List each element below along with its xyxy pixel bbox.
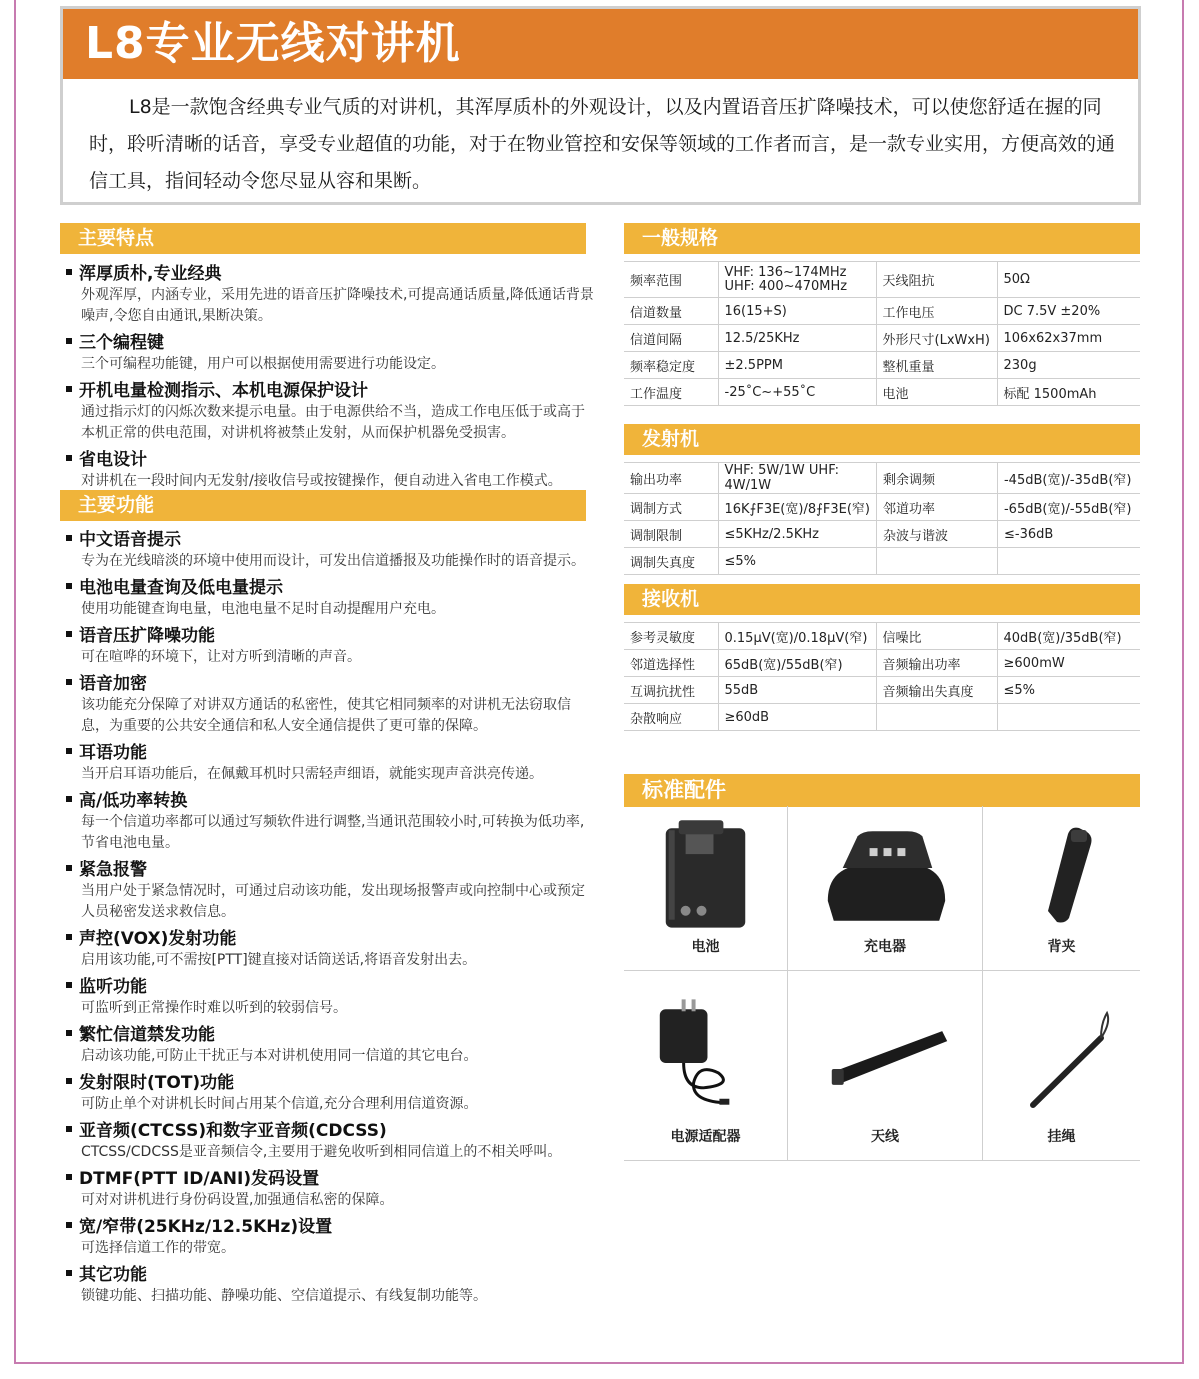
spec-value: ±2.5PPM	[718, 352, 876, 379]
charger-image	[788, 806, 982, 936]
spec-label: 参考灵敏度	[624, 623, 718, 650]
belt-clip-image	[983, 806, 1140, 936]
table-row	[624, 325, 1140, 352]
spec-label: 天线阻抗	[876, 262, 997, 298]
list-item	[66, 332, 596, 375]
spec-value: -65dB(宽)/-55dB(窄)	[997, 494, 1140, 521]
list-item	[66, 976, 596, 1019]
accessory-label: 电源适配器	[670, 1129, 741, 1145]
power-adapter-image	[624, 993, 787, 1123]
spec-value: 106x62x37mm	[997, 325, 1140, 352]
item-title: 声控(VOX)发射功能	[66, 928, 596, 950]
lanyard-image	[983, 993, 1140, 1123]
spec-value: 16K⨍F3E(宽)/8⨍F3E(窄)	[718, 494, 876, 521]
list-item	[66, 673, 596, 737]
item-title: 亚音频(CTCSS)和数字亚音频(CDCSS)	[66, 1120, 596, 1142]
spec-label: 杂波与谐波	[876, 521, 997, 548]
spec-value: -25˚C~+55˚C	[718, 379, 876, 406]
item-description: 每一个信道功率都可以通过写频软件进行调整,当通讯范围较小时,可转换为低功率,节省电池电量。	[81, 814, 585, 851]
spec-value: 0.15μV(宽)/0.18μV(窄)	[718, 623, 876, 650]
spec-label: 音频输出功率	[876, 650, 997, 677]
accessory-label: 背夹	[1047, 939, 1076, 955]
spec-label: 邻道选择性	[624, 650, 718, 677]
hero-description: L8是一款饱含经典专业气质的对讲机，其浑厚质朴的外观设计，以及内置语音压扩降噪技术，可以使您舒适在握的同时，聆听清晰的话音，享受专业超值的功能，对于在物业管控和安保等领域的工作者而言，是一款专业实用，方便高效的通信工具，指间轻动令您尽显从容和果断。	[89, 96, 1116, 192]
spec-label: 调制失真度	[624, 548, 718, 575]
spec-label: 剩余调频	[876, 463, 997, 494]
spec-label	[876, 548, 997, 575]
table-row	[624, 650, 1140, 677]
item-description: 外观浑厚，内涵专业，采用先进的语音压扩降噪技术,可提高通话质量,降低通话背景噪声,令您自由通讯,果断决策。	[81, 287, 594, 324]
item-title: 电池电量查询及低电量提示	[66, 577, 596, 599]
item-title: 紧急报警	[66, 859, 596, 881]
accessory-charger	[788, 806, 983, 971]
features-heading: 主要特点	[60, 223, 586, 254]
list-item	[66, 790, 596, 854]
spec-label: 调制限制	[624, 521, 718, 548]
spec-label: 互调抗扰性	[624, 677, 718, 704]
accessory-label: 电池	[691, 939, 720, 955]
table-row	[624, 379, 1140, 406]
item-description: 可对对讲机进行身份码设置,加强通信私密的保障。	[81, 1192, 394, 1208]
functions-heading: 主要功能	[60, 490, 586, 521]
page-title: L8专业无线对讲机	[85, 18, 461, 69]
table-row	[624, 548, 1140, 575]
battery-image	[624, 806, 787, 936]
table-row	[624, 677, 1140, 704]
list-item	[66, 380, 596, 444]
spec-value: ≤5%	[997, 677, 1140, 704]
table-row	[624, 298, 1140, 325]
spec-value: ≥60dB	[718, 704, 876, 731]
transmitter-heading: 发射机	[624, 424, 1140, 455]
item-title: 高/低功率转换	[66, 790, 596, 812]
spec-label: 整机重量	[876, 352, 997, 379]
spec-label: 杂散响应	[624, 704, 718, 731]
spec-label: 工作电压	[876, 298, 997, 325]
item-description: 可防止单个对讲机长时间占用某个信道,充分合理利用信道资源。	[81, 1096, 478, 1112]
spec-label: 信噪比	[876, 623, 997, 650]
spec-value: DC 7.5V ±20%	[997, 298, 1140, 325]
features-list	[66, 263, 596, 497]
spec-label: 工作温度	[624, 379, 718, 406]
list-item	[66, 1168, 596, 1211]
spec-value: VHF: 5W/1W UHF: 4W/1W	[718, 463, 876, 494]
accessory-belt-clip	[983, 806, 1140, 971]
item-description: 可在喧哗的环境下，让对方听到清晰的声音。	[81, 649, 361, 665]
accessory-label: 挂绳	[1047, 1129, 1076, 1145]
item-description: 当用户处于紧急情况时，可通过启动该功能，发出现场报警声或向控制中心或预定人员秘密发送求救信息。	[81, 883, 585, 920]
item-title: 发射限时(TOT)功能	[66, 1072, 596, 1094]
item-title: 三个编程键	[66, 332, 596, 354]
item-description: 启动该功能,可防止干扰正与本对讲机使用同一信道的其它电台。	[81, 1048, 478, 1064]
item-description: 使用功能键查询电量，电池电量不足时自动提醒用户充电。	[81, 601, 445, 617]
spec-value: ≤5%	[718, 548, 876, 575]
item-title: 繁忙信道禁发功能	[66, 1024, 596, 1046]
spec-value: 16(15+S)	[718, 298, 876, 325]
antenna-image	[788, 993, 982, 1123]
accessory-antenna	[788, 971, 983, 1161]
spec-value: 12.5/25KHz	[718, 325, 876, 352]
table-row	[624, 262, 1140, 298]
table-row	[624, 521, 1140, 548]
item-title: 语音压扩降噪功能	[66, 625, 596, 647]
item-description: CTCSS/CDCSS是亚音频信令,主要用于避免收听到相同信道上的不相关呼叫。	[81, 1144, 562, 1160]
spec-value: VHF: 136~174MHz UHF: 400~470MHz	[718, 262, 876, 298]
spec-label	[876, 704, 997, 731]
item-description: 锁键功能、扫描功能、静噪功能、空信道提示、有线复制功能等。	[81, 1288, 487, 1304]
accessory-battery	[624, 806, 788, 971]
spec-label: 频率范围	[624, 262, 718, 298]
item-description: 可监听到正常操作时难以听到的较弱信号。	[81, 1000, 347, 1016]
list-item	[66, 742, 596, 785]
transmitter-table	[624, 462, 1140, 575]
spec-value: ≤-36dB	[997, 521, 1140, 548]
spec-value: ≤5KHz/2.5KHz	[718, 521, 876, 548]
item-description: 对讲机在一段时间内无发射/接收信号或按键操作，便自动进入省电工作模式。	[81, 473, 562, 489]
spec-value: ≥600mW	[997, 650, 1140, 677]
spec-value: 230g	[997, 352, 1140, 379]
spec-label: 调制方式	[624, 494, 718, 521]
hero-title-bar	[63, 9, 1138, 79]
accessory-label: 充电器	[864, 939, 906, 955]
accessory-lanyard	[983, 971, 1140, 1161]
spec-label: 邻道功率	[876, 494, 997, 521]
item-title: DTMF(PTT ID/ANI)发码设置	[66, 1168, 596, 1190]
table-row	[624, 463, 1140, 494]
list-item	[66, 625, 596, 668]
item-description: 启用该功能,可不需按[PTT]键直接对话筒送话,将语音发射出去。	[81, 952, 477, 968]
item-title: 浑厚质朴,专业经典	[66, 263, 596, 285]
item-description: 该功能充分保障了对讲双方通话的私密性，使其它相同频率的对讲机无法窃取信息，为重要的公共安全通信和私人安全通信提供了更可靠的保障。	[81, 697, 571, 734]
item-description: 专为在光线暗淡的环境中使用而设计，可发出信道播报及功能操作时的语音提示。	[81, 553, 585, 569]
hero-box	[60, 6, 1141, 205]
spec-value: 65dB(宽)/55dB(窄)	[718, 650, 876, 677]
spec-value: -45dB(宽)/-35dB(窄)	[997, 463, 1140, 494]
item-title: 中文语音提示	[66, 529, 596, 551]
spec-value	[997, 704, 1140, 731]
list-item	[66, 1120, 596, 1163]
list-item	[66, 1024, 596, 1067]
item-title: 省电设计	[66, 449, 596, 471]
list-item	[66, 529, 596, 572]
item-title: 语音加密	[66, 673, 596, 695]
list-item	[66, 1072, 596, 1115]
item-title: 开机电量检测指示、本机电源保护设计	[66, 380, 596, 402]
general-spec-heading: 一般规格	[624, 223, 1140, 254]
list-item	[66, 449, 596, 492]
spec-value: 标配 1500mAh	[997, 379, 1140, 406]
accessories-heading: 标准配件	[624, 774, 1140, 807]
list-item	[66, 928, 596, 971]
spec-value: 40dB(宽)/35dB(窄)	[997, 623, 1140, 650]
accessory-label: 天线	[871, 1129, 899, 1145]
spec-label: 电池	[876, 379, 997, 406]
table-row	[624, 352, 1140, 379]
functions-list	[66, 529, 596, 1312]
item-title: 监听功能	[66, 976, 596, 998]
list-item	[66, 859, 596, 923]
item-description: 当开启耳语功能后，在佩戴耳机时只需轻声细语，就能实现声音洪亮传递。	[81, 766, 543, 782]
item-description: 三个可编程功能键，用户可以根据使用需要进行功能设定。	[81, 356, 445, 372]
spec-label: 外形尺寸(LxWxH)	[876, 325, 997, 352]
spec-value: 55dB	[718, 677, 876, 704]
spec-label: 频率稳定度	[624, 352, 718, 379]
general-spec-table	[624, 261, 1140, 406]
item-title: 耳语功能	[66, 742, 596, 764]
spec-label: 信道间隔	[624, 325, 718, 352]
table-row	[624, 704, 1140, 731]
spec-label: 信道数量	[624, 298, 718, 325]
spec-label: 输出功率	[624, 463, 718, 494]
spec-value: 50Ω	[997, 262, 1140, 298]
spec-label: 音频输出失真度	[876, 677, 997, 704]
item-description: 可选择信道工作的带宽。	[81, 1240, 235, 1256]
table-row	[624, 623, 1140, 650]
accessories-grid	[624, 806, 1140, 1161]
receiver-heading: 接收机	[624, 584, 1140, 615]
list-item	[66, 263, 596, 327]
accessory-power-adapter	[624, 971, 788, 1161]
item-title: 宽/窄带(25KHz/12.5KHz)设置	[66, 1216, 596, 1238]
spec-value	[997, 548, 1140, 575]
list-item	[66, 577, 596, 620]
list-item	[66, 1216, 596, 1259]
item-description: 通过指示灯的闪烁次数来提示电量。由于电源供给不当，造成工作电压低于或高于本机正常的供电范围，对讲机将被禁止发射，从而保护机器免受损害。	[81, 404, 585, 441]
list-item	[66, 1264, 596, 1307]
table-row	[624, 494, 1140, 521]
item-title: 其它功能	[66, 1264, 596, 1286]
receiver-table	[624, 622, 1140, 731]
